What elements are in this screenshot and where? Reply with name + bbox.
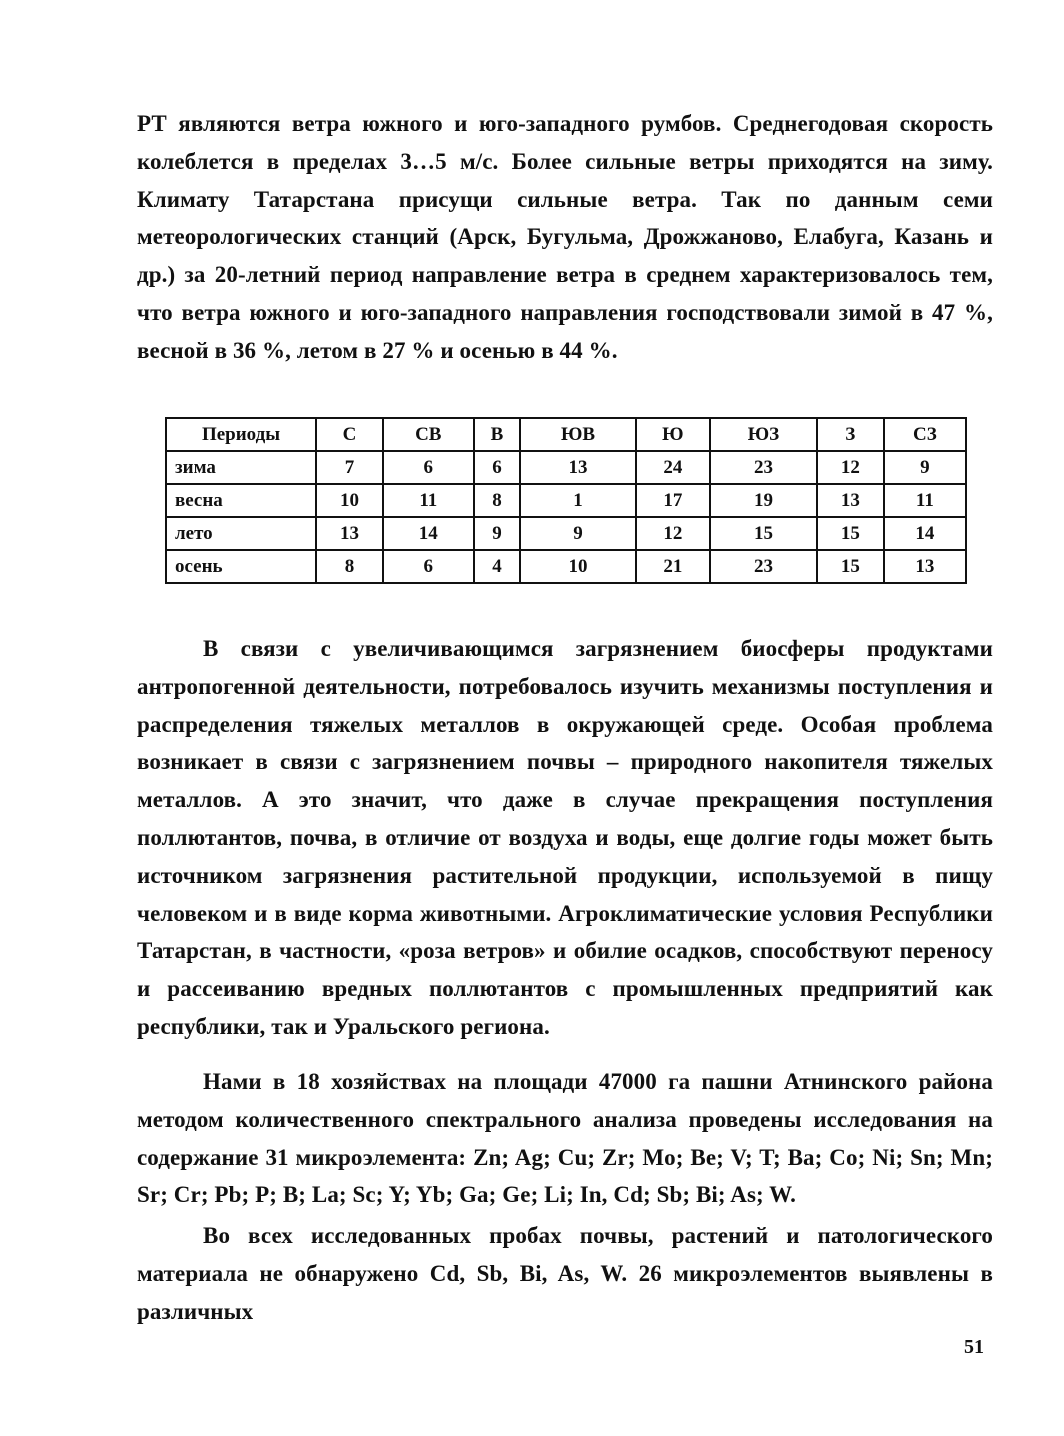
- table-cell: 17: [636, 484, 711, 517]
- header-cell-sw: ЮЗ: [710, 418, 817, 451]
- table-row: [166, 550, 966, 583]
- table-cell: 9: [884, 451, 966, 484]
- paragraph-wind-climate: РТ являются ветра южного и юго-западного румбов. Среднегодовая скорость колеблется в пределах 3…5 м/с. Более сильные ветры приходятся на зиму. Климату Татарстана присущи сильные ветра. Так по данным семи метеорологических станций (Арск, Бугульма, Дрожжаново, Елабуга, Казань и др.) за 20-летний период направление ветра в среднем характеризовалось тем, что ветра южного и юго-западного направления господствовали зимой в 47 %, весной в 36 %, летом в 27 % и осенью в 44 %.: [137, 111, 993, 363]
- table-cell: 9: [474, 517, 521, 550]
- row-label-autumn: осень: [166, 550, 316, 583]
- table-cell: 9: [520, 517, 635, 550]
- table-cell: 15: [817, 550, 884, 583]
- table-header-row: [166, 418, 966, 451]
- header-cell-s: Ю: [636, 418, 711, 451]
- paragraph-spectral-analysis: Нами в 18 хозяйствах на площади 47000 га пашни Атнинского района методом количественного спектрального анализа проведены исследования на содержание 31 микроэлемента: Zn; Ag; Cu; Zr; Mo; Be; V; T; Ba; Co; Ni; Sn; Mn; Sr; Cr; Pb; P; B; La; Sc; Y; Yb; Ga; Ge; Li; In, Cd; Sb; Bi; As; W.: [137, 1069, 993, 1208]
- table-cell: 19: [710, 484, 817, 517]
- table-cell: 13: [316, 517, 383, 550]
- table-cell: 6: [474, 451, 521, 484]
- table-cell: 11: [383, 484, 474, 517]
- table-cell: 1: [520, 484, 635, 517]
- table-cell: 13: [520, 451, 635, 484]
- table-cell: 11: [884, 484, 966, 517]
- paragraph-heavy-metals: В связи с увеличивающимся загрязнением биосферы продуктами антропогенной деятельности, потребовалось изучить механизмы поступления и распределения тяжелых металлов в окружающей среде. Особая проблема возникает в связи с загрязнением почвы – природного накопителя тяжелых металлов. А это значит, что даже в случае прекращения поступления поллютантов, почва, в отличие от воздуха и воды, еще долгие годы может быть источником загрязнения растительной продукции, используемой в пищу человеком и в виде корма животными. Агроклиматические условия Республики Татарстан, в частности, «роза ветров» и обилие осадков, способствуют переносу и рассеиванию вредных поллютантов с промышленных предприятий как республики, так и Уральского региона.: [137, 636, 993, 1039]
- wind-direction-table: [165, 417, 967, 584]
- header-cell-periods: Периоды: [166, 418, 316, 451]
- header-cell-ne: СВ: [383, 418, 474, 451]
- table-cell: 8: [474, 484, 521, 517]
- table-cell: 6: [383, 451, 474, 484]
- header-cell-n: С: [316, 418, 383, 451]
- row-label-summer: лето: [166, 517, 316, 550]
- table-cell: 10: [520, 550, 635, 583]
- table-cell: 15: [817, 517, 884, 550]
- row-label-winter: зима: [166, 451, 316, 484]
- table-cell: 14: [884, 517, 966, 550]
- table-cell: 4: [474, 550, 521, 583]
- table-cell: 14: [383, 517, 474, 550]
- table-cell: 13: [884, 550, 966, 583]
- table-row: [166, 451, 966, 484]
- table-cell: 6: [383, 550, 474, 583]
- table-cell: 15: [710, 517, 817, 550]
- table-cell: 12: [636, 517, 711, 550]
- paragraph-samples: Во всех исследованных пробах почвы, растений и патологического материала не обнаружено Cd, Sb, Bi, As, W. 26 микроэлементов выявлены в различных: [137, 1223, 993, 1324]
- table-cell: 13: [817, 484, 884, 517]
- table-cell: 21: [636, 550, 711, 583]
- header-cell-se: ЮВ: [520, 418, 635, 451]
- table-cell: 12: [817, 451, 884, 484]
- table-cell: 23: [710, 550, 817, 583]
- row-label-spring: весна: [166, 484, 316, 517]
- table-row: [166, 517, 966, 550]
- table-cell: 23: [710, 451, 817, 484]
- table-cell: 8: [316, 550, 383, 583]
- header-cell-e: В: [474, 418, 521, 451]
- header-cell-nw: СЗ: [884, 418, 966, 451]
- table-cell: 7: [316, 451, 383, 484]
- page-number: 51: [964, 1336, 984, 1358]
- table-row: [166, 484, 966, 517]
- header-cell-w: З: [817, 418, 884, 451]
- table-cell: 24: [636, 451, 711, 484]
- table-cell: 10: [316, 484, 383, 517]
